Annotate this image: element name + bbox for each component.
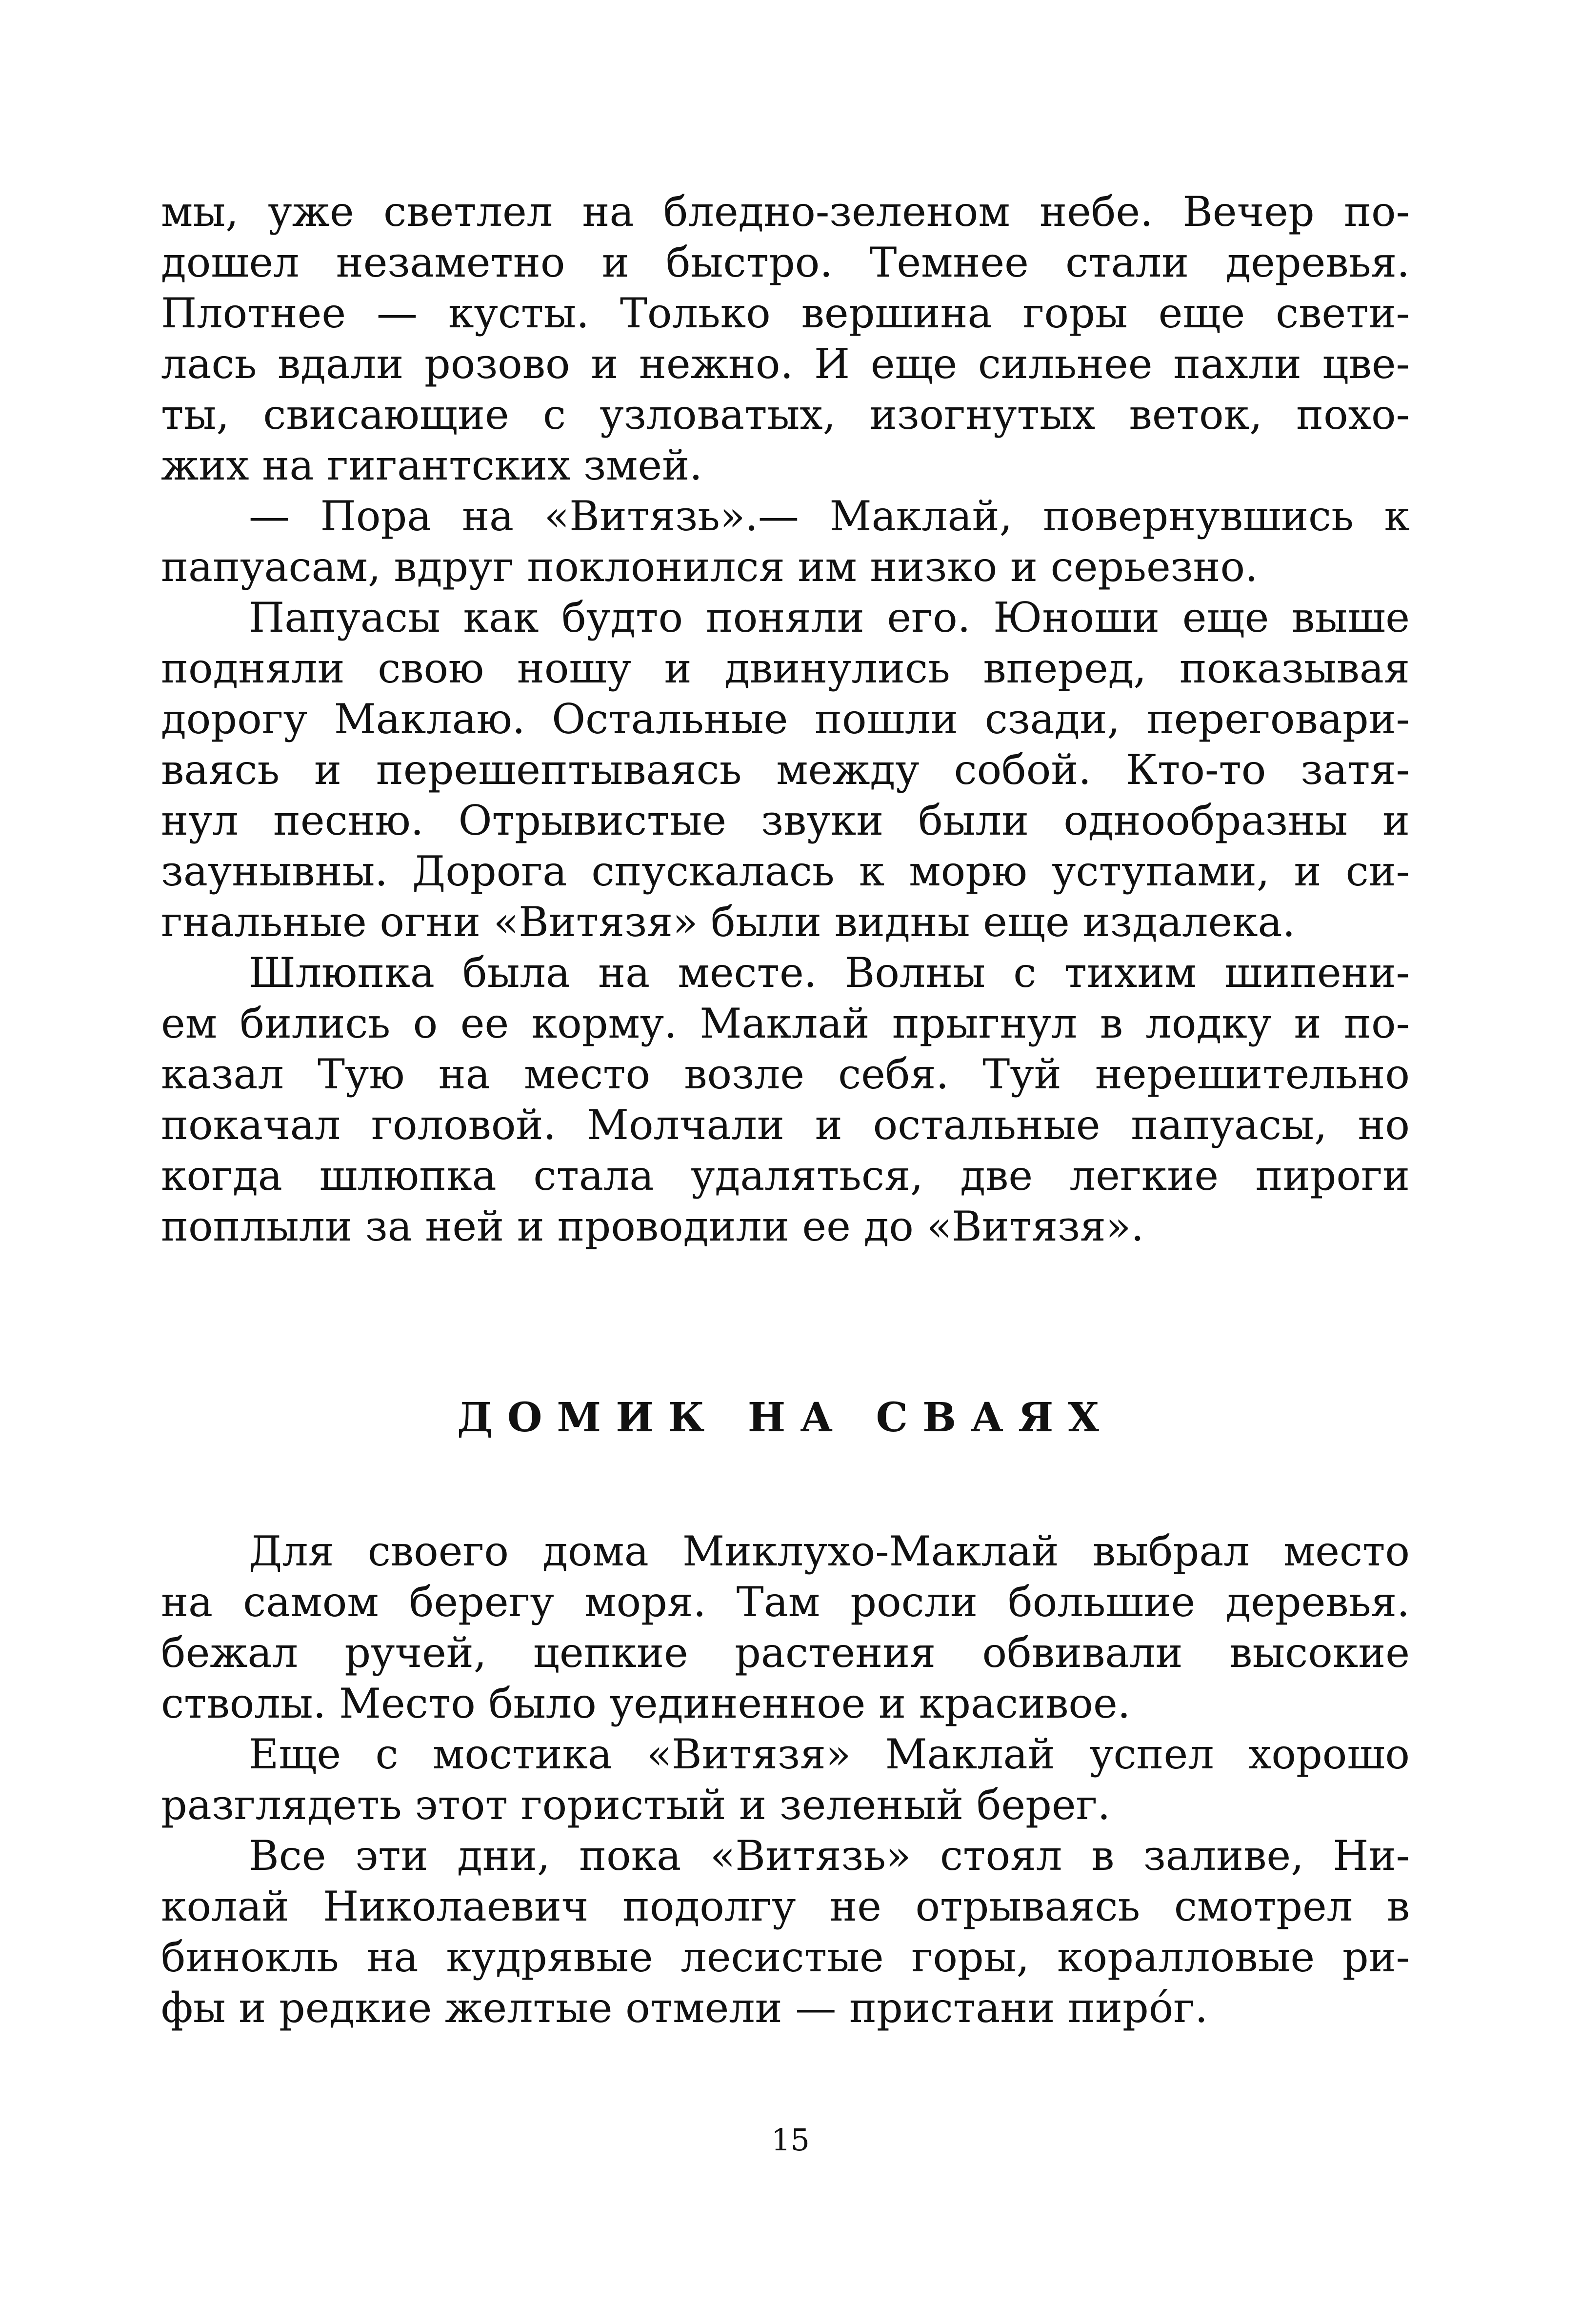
- paragraph: [161, 1526, 1410, 1729]
- text-line: бинокль на кудрявые лесистые горы, коралловые ри-: [161, 1933, 1410, 1981]
- chapter-title: ДОМИК НА СВАЯХ: [457, 1394, 1114, 1441]
- text-line: Все эти дни, пока «Витязь» стоял в заливе, Ни-: [249, 1832, 1410, 1880]
- text-line: стволы. Место было уединенное и красивое.: [161, 1680, 1131, 1727]
- text-line: — Пора на «Витязь».— Маклай, повернувшись к: [249, 492, 1410, 540]
- text-line: папуасам, вдруг поклонился им низко и серьезно.: [161, 543, 1258, 591]
- paragraph: [161, 491, 1410, 592]
- text-line: мы, уже светлел на бледно-зеленом небе. Вечер по-: [161, 188, 1410, 236]
- text-line: лась вдали розово и нежно. И еще сильнее пахли цве-: [161, 340, 1410, 388]
- text-line: заунывны. Дорога спускалась к морю уступами, и си-: [161, 847, 1410, 895]
- text-line: Папуасы как будто поняли его. Юноши еще выше: [249, 594, 1410, 641]
- text-block-top: [161, 186, 1410, 1252]
- text-line: нул песню. Отрывистые звуки были однообразны и: [161, 797, 1410, 844]
- text-line: гнальные огни «Витязя» были видны еще издалека.: [161, 898, 1296, 946]
- text-line: дорогу Маклаю. Остальные пошли сзади, переговари-: [161, 695, 1410, 743]
- text-line: Плотнее — кусты. Только вершина горы еще свети-: [161, 289, 1410, 337]
- text-line: дошел незаметно и быстро. Темнее стали деревья.: [161, 239, 1410, 286]
- text-line: Еще с мостика «Витязя» Маклай успел хорошо: [249, 1730, 1410, 1778]
- text-line: поплыли за ней и проводили ее до «Витязя».: [161, 1202, 1144, 1250]
- text-line: покачал головой. Молчали и остальные папуасы, но: [161, 1101, 1410, 1149]
- paragraph: [161, 186, 1410, 491]
- paragraph: [161, 1729, 1410, 1830]
- text-line: Шлюпка была на месте. Волны с тихим шипени-: [249, 949, 1410, 997]
- text-line: жих на гигантских змей.: [161, 441, 702, 489]
- page-number: 15: [771, 2122, 810, 2158]
- text-line: подняли свою ношу и двинулись вперед, показывая: [161, 644, 1410, 692]
- text-line: ваясь и перешептываясь между собой. Кто-то затя-: [161, 746, 1410, 794]
- paragraph: [161, 592, 1410, 947]
- text-line: бежал ручей, цепкие растения обвивали высокие: [161, 1629, 1410, 1677]
- paragraph: [161, 1830, 1410, 2033]
- text-line: ты, свисающие с узловатых, изогнутых веток, похо-: [161, 391, 1410, 439]
- text-line: на самом берегу моря. Там росли большие деревья.: [161, 1578, 1410, 1626]
- text-block-bottom: [161, 1526, 1410, 2033]
- text-line: разглядеть этот гористый и зеленый берег.: [161, 1781, 1111, 1829]
- text-line: когда шлюпка стала удаляться, две легкие пироги: [161, 1152, 1410, 1200]
- text-line: казал Тую на место возле себя. Туй нерешительно: [161, 1050, 1410, 1098]
- text-line: колай Николаевич подолгу не отрываясь смотрел в: [161, 1883, 1410, 1930]
- text-line: ем бились о ее корму. Маклай прыгнул в лодку и по-: [161, 1000, 1410, 1047]
- text-line: фы и редкие желтые отмели — пристани пирóг.: [161, 1984, 1208, 2032]
- text-line: Для своего дома Миклухо-Маклай выбрал место: [249, 1527, 1410, 1575]
- paragraph: [161, 947, 1410, 1252]
